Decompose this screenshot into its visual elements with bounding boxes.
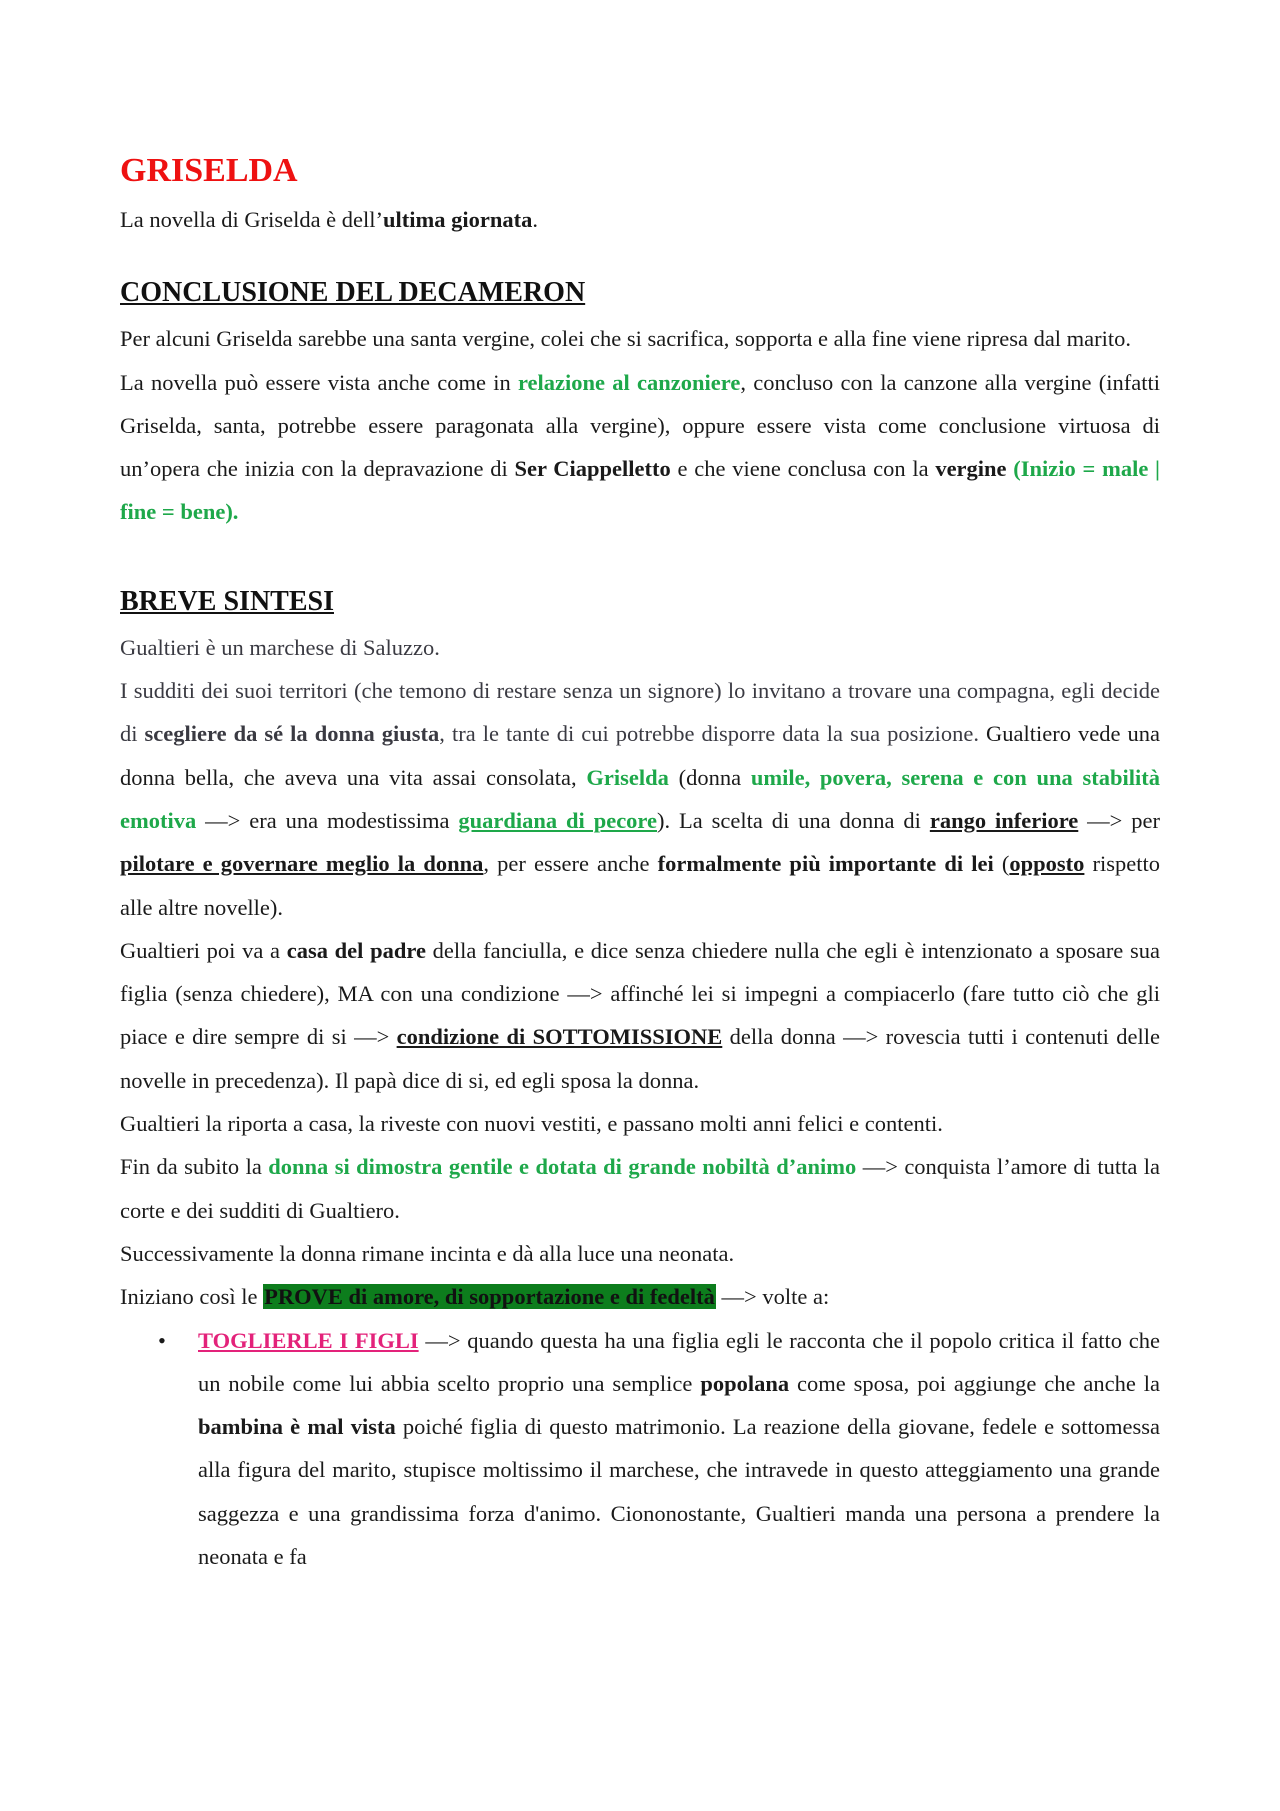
highlight-green: donna si dimostra gentile e dotata di grande nobiltà d’animo [268, 1154, 857, 1180]
heading-sintesi: BREVE SINTESI [120, 585, 334, 617]
sintesi-paragraph-2: I sudditi dei suoi territori (che temono di restare senza un signore) lo invitano a trovare una compagna, egli decide di scegliere da sé la donna giusta, tra le tante di cui potrebbe disporre data la sua posizione. Gualtiero vede una donna bella, che aveva una vita assai consolata, Griselda (donna umile, povera, serena e con una stabilità emotiva —> era una modestissima guardiana di pecore). La scelta di una donna di rango inferiore —> per pilotare e governare meglio la donna, per essere anche formalmente più importante di lei (opposto rispetto alle altre novelle). [120, 678, 1161, 920]
sintesi-paragraph-5: Fin da subito la donna si dimostra gentile e dotata di grande nobiltà d’animo —> conquista l’amore di tutta la corte e dei sudditi di Gualtiero. [120, 1154, 1160, 1223]
intro-paragraph: La novella di Griselda è dell’ultima giornata. [120, 207, 539, 232]
document-title: GRISELDA [120, 152, 298, 189]
conclusione-paragraph-2: La novella può essere vista anche come in relazione al canzoniere, concluso con la canzone alla vergine (infatti Griselda, santa, potrebbe essere paragonata alla vergine), oppure essere vista come conclusione virtuosa di un’opera che inizia con la depravazione di Ser Ciappelletto e che viene conclusa con la vergine (Inizio = male | fine = bene). [120, 369, 1160, 525]
list-item-label: TOGLIERLE I FIGLI [198, 1327, 419, 1353]
conclusione-paragraph-1: Per alcuni Griselda sarebbe una santa vergine, colei che si sacrifica, sopporta e alla fine viene ripresa dal marito. [120, 326, 1132, 352]
sintesi-paragraph-6: Successivamente la donna rimane incinta e dà alla luce una neonata. [120, 1240, 735, 1266]
highlight-green: relazione al canzoniere [517, 369, 741, 395]
sintesi-paragraph-1: Gualtieri è un marchese di Saluzzo. [120, 634, 440, 660]
highlight-green-underlined: guardiana di pecore [458, 807, 657, 833]
highlight-green: Griselda [586, 764, 669, 790]
highlighted-prove: PROVE di amore, di sopportazione e di fedeltà [264, 1284, 715, 1310]
list-item-text: TOGLIERLE I FIGLI —> quando questa ha una figlia egli le racconta che il popolo critica il fatto che un nobile come lui abbia scelto proprio una semplice popolana come sposa, poi aggiunge che anche la bambina è mal vista poiché figlia di questo matrimonio. La reazione della giovane, fedele e sottomessa alla figura del marito, stupisce moltissimo il marchese, che intravede in questo atteggiamento una grande saggezza e una grandissima forza d'animo. Ciononostante, Gualtieri manda una persona a prendere la neonata e fa [198, 1327, 1160, 1570]
document-page [120, 150, 1160, 1578]
sintesi-paragraph-7: Iniziano così le PROVE di amore, di sopportazione e di fedeltà —> volte a: [120, 1284, 830, 1310]
highlight-green: umile, povera, serena e con una stabilità emotiva [120, 764, 1161, 833]
list-item [120, 1319, 1160, 1579]
sintesi-paragraph-3: Gualtieri poi va a casa del padre della fanciulla, e dice senza chiedere nulla che egli è intenzionato a sposare sua figlia (senza chiedere), MA con una condizione —> affinché lei si impegni a compiacerlo (fare tutto ciò che gli piace e dire sempre di si —> condizione di SOTTOMISSIONE della donna —> rovescia tutti i contenuti delle novelle in precedenza). Il papà dice di si, ed egli sposa la donna. [120, 937, 1160, 1093]
heading-conclusione: CONCLUSIONE DEL DECAMERON [120, 277, 586, 309]
bullet-icon: • [158, 1327, 166, 1353]
sintesi-paragraph-4: Gualtieri la riporta a casa, la riveste con nuovi vestiti, e passano molti anni felici e contenti. [120, 1111, 943, 1137]
prove-list [120, 1319, 1160, 1579]
highlight-green: (Inizio = male | fine = bene). [120, 456, 1160, 525]
